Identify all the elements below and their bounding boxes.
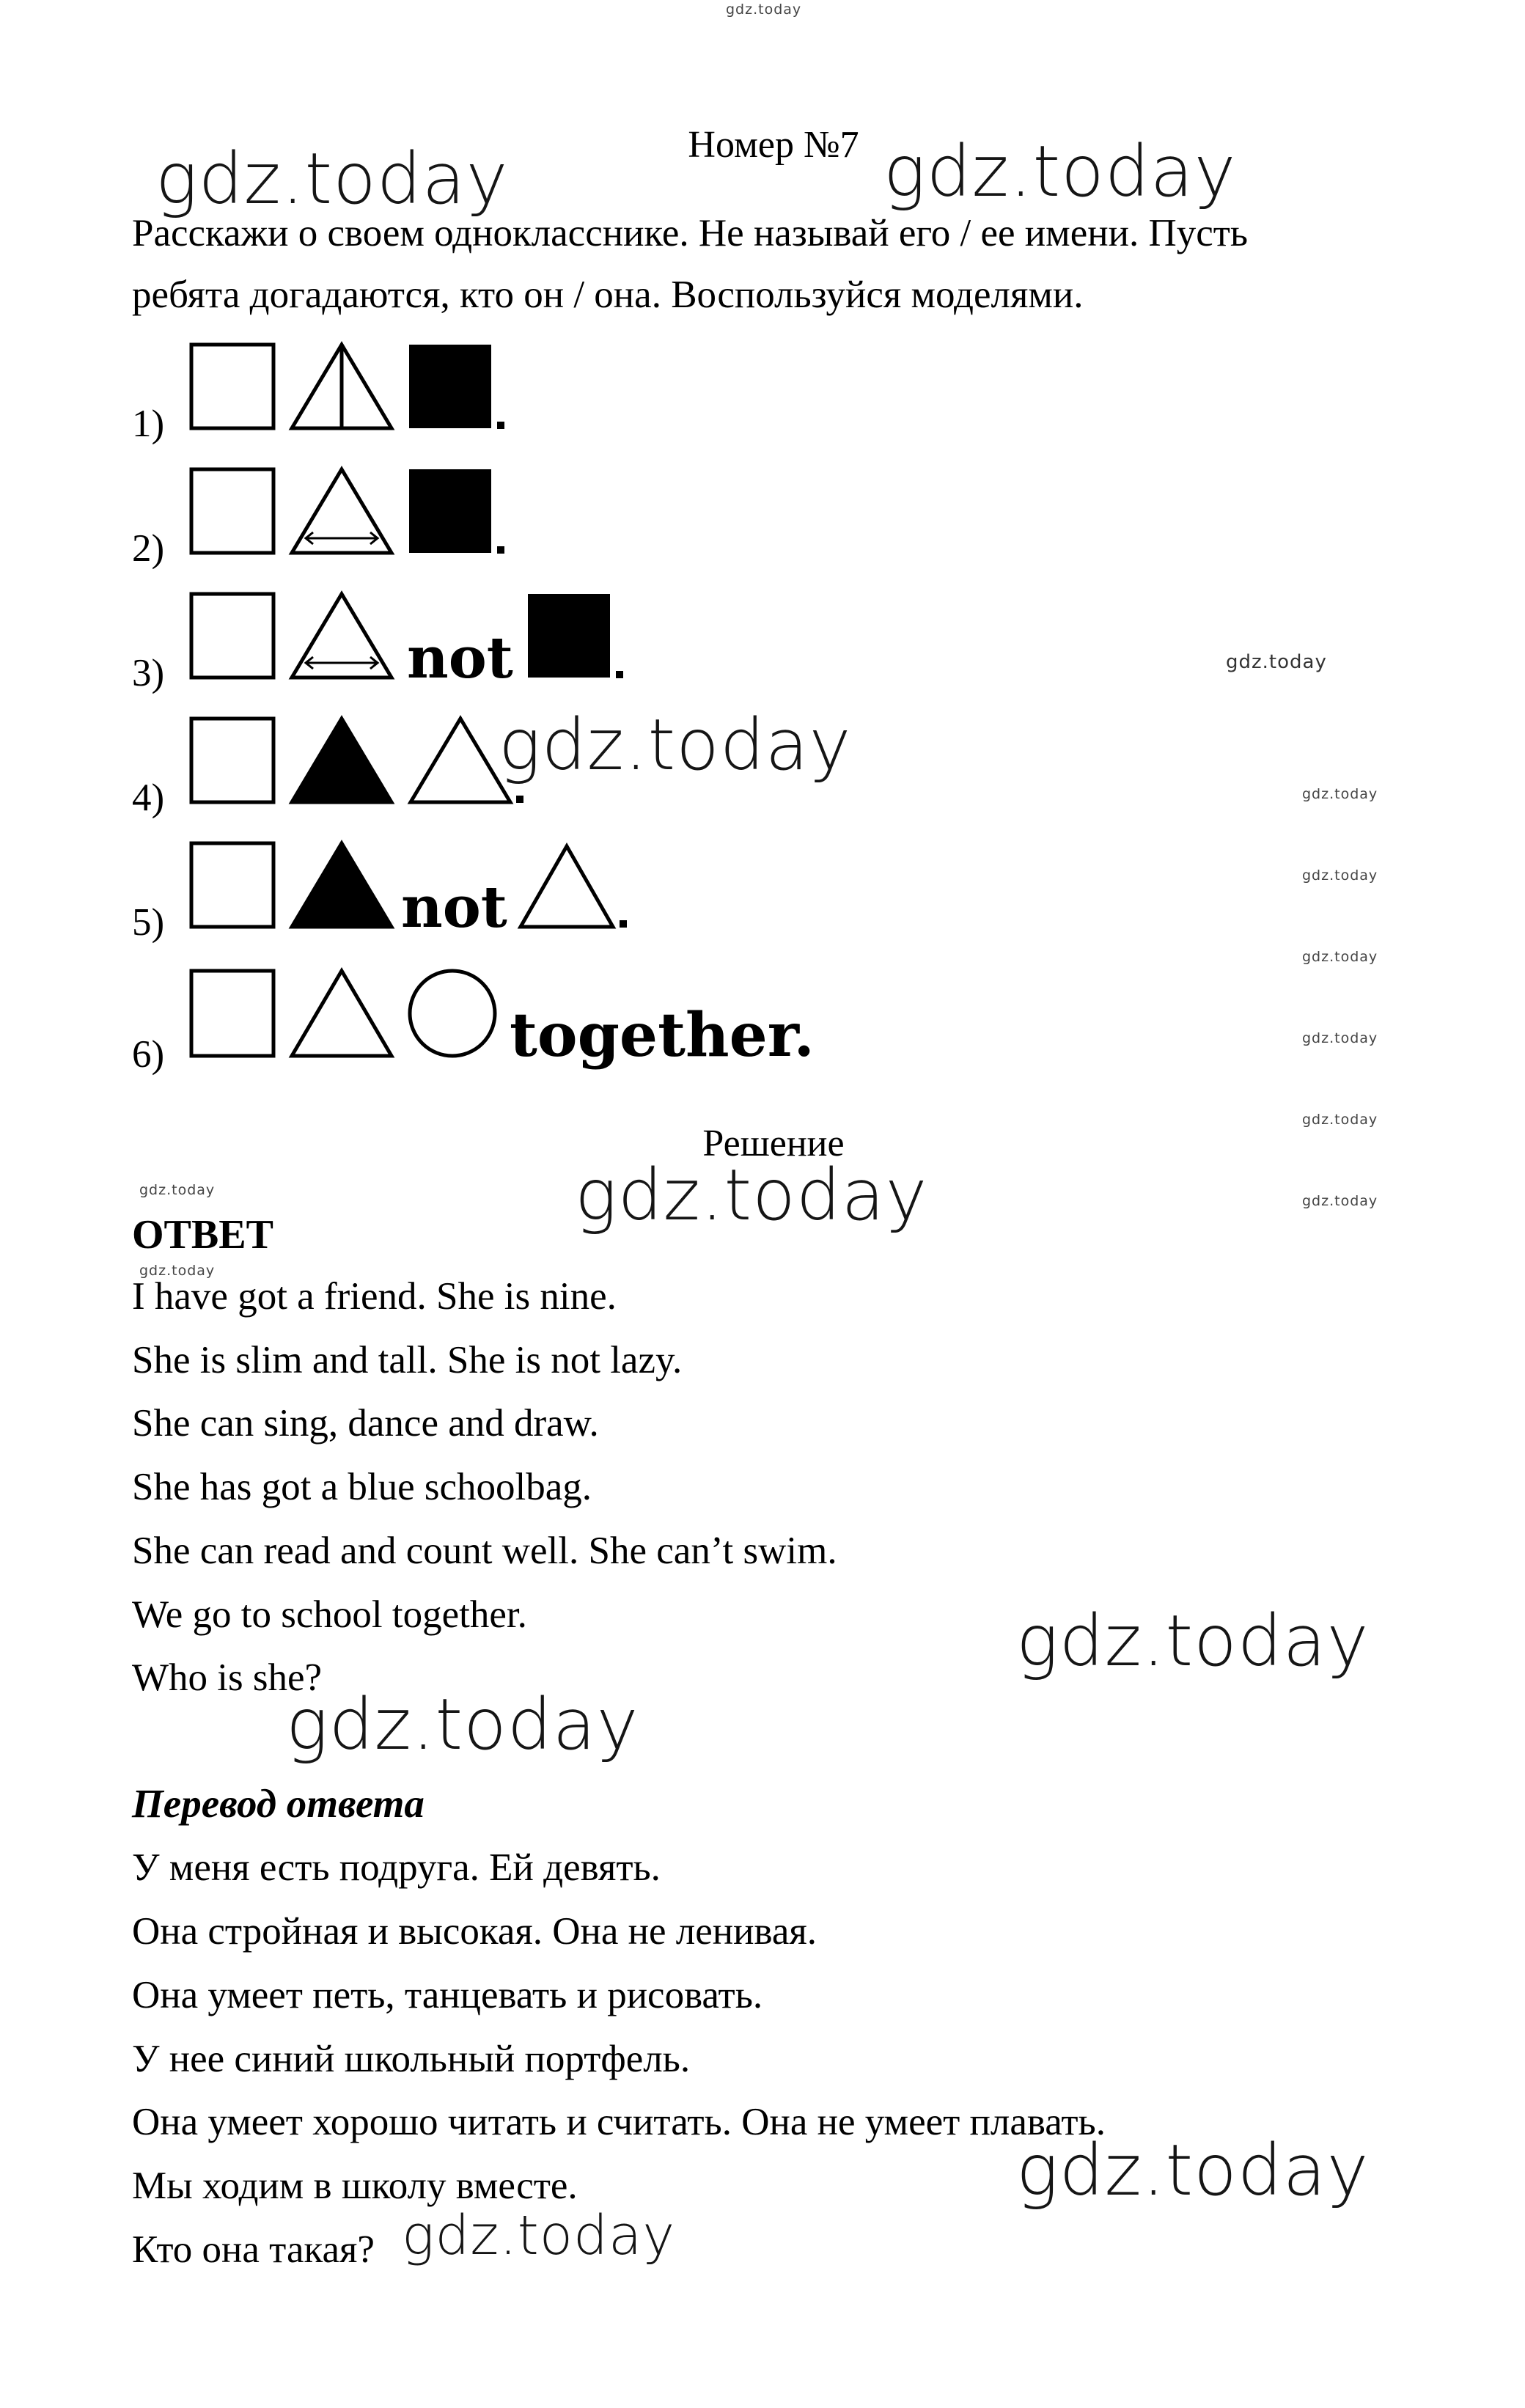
- empty-triangle-icon: [411, 719, 510, 802]
- answer-line-7: Who is she?: [132, 1656, 323, 1699]
- answer-heading: ОТВЕТ: [132, 1212, 273, 1258]
- watermark: gdz.today: [1302, 786, 1378, 802]
- model-number: 2): [132, 527, 165, 570]
- translation-line-4: У нее синий школьный портфель.: [132, 2038, 691, 2080]
- period-dot: [616, 671, 623, 678]
- translation-line-3: Она умеет петь, танцевать и рисовать.: [132, 1974, 763, 2016]
- translation-line-6: Мы ходим в школу вместе.: [132, 2165, 578, 2207]
- page-title: Номер №7: [688, 124, 859, 166]
- model-word: not: [401, 874, 507, 939]
- watermark: gdz.today: [1302, 1030, 1378, 1046]
- empty-circle-icon: [410, 971, 495, 1056]
- empty-square-icon: [191, 971, 273, 1056]
- empty-square-icon: [191, 469, 273, 553]
- translation-line-5: Она умеет хорошо читать и считать. Она не умеет плавать.: [132, 2101, 1106, 2143]
- empty-triangle-icon: [292, 971, 392, 1056]
- watermark: gdz.today: [883, 131, 1237, 213]
- model-number: 4): [132, 777, 165, 819]
- model-word: not: [407, 625, 513, 689]
- watermark: gdz.today: [1302, 867, 1378, 884]
- watermark: gdz.today: [1226, 651, 1327, 673]
- watermark: gdz.today: [726, 1, 802, 18]
- model-number: 1): [132, 403, 165, 445]
- watermark: gdz.today: [402, 2204, 676, 2267]
- filled-square-icon: [528, 594, 610, 678]
- filled-square-icon: [409, 469, 491, 553]
- empty-square-icon: [191, 345, 273, 428]
- filled-square-icon: [409, 345, 491, 428]
- watermark: gdz.today: [1302, 1193, 1378, 1209]
- period-dot: [497, 422, 504, 429]
- model-6-shapes: [187, 961, 847, 1071]
- answer-line-2: She is slim and tall. She is not lazy.: [132, 1339, 683, 1381]
- translation-line-7: Кто она такая?: [132, 2228, 375, 2271]
- task-text-line-1: Расскажи о своем однокласснике. Не называй его / ее имени. Пусть: [132, 212, 1249, 254]
- empty-triangle-icon: [521, 846, 613, 927]
- model-number: 5): [132, 901, 165, 944]
- filled-triangle-icon: [292, 843, 392, 927]
- watermark: gdz.today: [1016, 1600, 1370, 1682]
- solution-label: Решение: [702, 1123, 845, 1164]
- watermark: gdz.today: [155, 138, 509, 220]
- model-number: 3): [132, 652, 165, 694]
- period-dot: [620, 920, 627, 928]
- watermark: gdz.today: [1016, 2129, 1370, 2211]
- model-2-shapes: [187, 462, 568, 565]
- answer-line-4: She has got a blue schoolbag.: [132, 1466, 592, 1508]
- translation-heading: Перевод ответа: [132, 1781, 425, 1826]
- translation-line-2: Она стройная и высокая. Она не ленивая.: [132, 1910, 817, 1953]
- watermark: gdz.today: [575, 1154, 928, 1236]
- empty-square-icon: [191, 594, 273, 678]
- filled-triangle-icon: [292, 719, 392, 802]
- model-number: 6): [132, 1033, 165, 1076]
- answer-line-1: I have got a friend. She is nine.: [132, 1275, 617, 1318]
- model-3-shapes: [187, 587, 700, 689]
- model-word: together.: [510, 1000, 815, 1071]
- task-text-line-2: ребята догадаются, кто он / она. Воспользуйся моделями.: [132, 274, 1084, 316]
- answer-line-3: She can sing, dance and draw.: [132, 1402, 599, 1445]
- watermark: gdz.today: [499, 704, 852, 786]
- model-5-shapes: [187, 836, 700, 939]
- answer-line-5: She can read and count well. She can’t swim.: [132, 1530, 837, 1572]
- watermark: gdz.today: [286, 1684, 639, 1766]
- watermark: gdz.today: [139, 1263, 216, 1279]
- model-1-shapes: [187, 337, 568, 440]
- translation-line-1: У меня есть подруга. Ей девять.: [132, 1846, 661, 1889]
- answer-line-6: We go to school together.: [132, 1593, 527, 1636]
- period-dot: [497, 546, 504, 554]
- watermark: gdz.today: [139, 1182, 216, 1198]
- empty-square-icon: [191, 719, 273, 802]
- empty-square-icon: [191, 843, 273, 927]
- watermark: gdz.today: [1302, 949, 1378, 965]
- period-dot: [516, 796, 523, 803]
- watermark: gdz.today: [1302, 1112, 1378, 1128]
